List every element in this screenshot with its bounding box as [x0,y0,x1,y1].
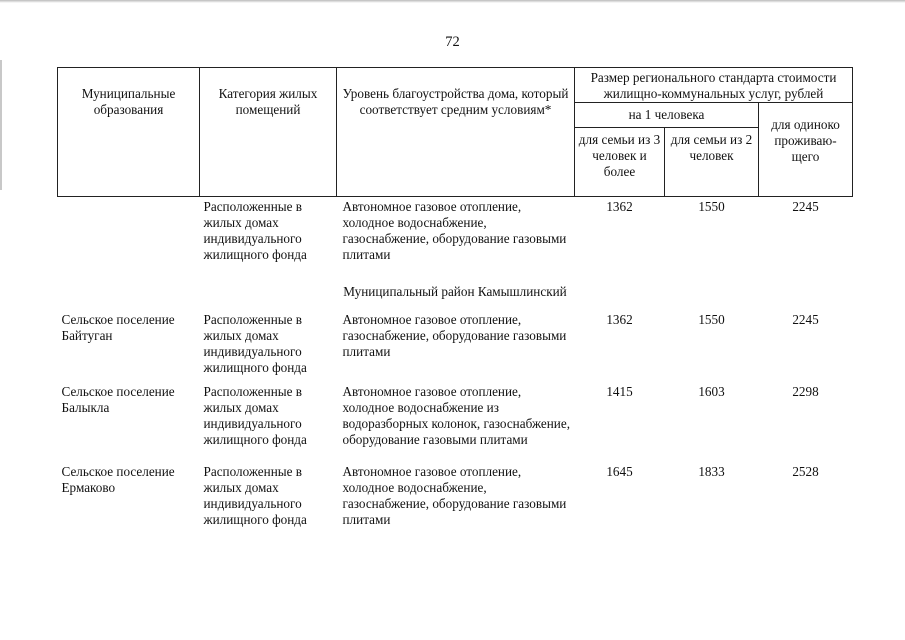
header-municipal: Муниципальные образования [58,68,200,197]
cell-category: Расположенные в жилых домах индивидуального жилищного фонда [203,312,307,375]
section-row [58,279,853,310]
cell-family-2: 1550 [698,312,725,327]
header-standard-size: Размер регионального стандарта стоимости жилищно-коммунальных услуг, рублей [575,68,853,103]
cell-category: Расположенные в жилых домах индивидуального жилищного фонда [203,199,307,262]
cell-single: 2298 [792,384,819,399]
cell-family-2: 1550 [698,199,725,214]
header-family-2: для семьи из 2 человек [665,128,759,197]
cell-level: Автономное газовое отопление, газоснабжение, оборудование газовыми плитами [342,312,567,359]
header-level: Уровень благоустройства дома, который соответствует средним условиям* [337,68,575,197]
cell-single: 2528 [792,464,819,479]
cell-family-3: 1415 [606,384,633,399]
cell-level: Автономное газовое отопление, холодное водоснабжение, газоснабжение, оборудование газовыми плитами [342,464,567,527]
table-row [58,382,853,462]
cell-level: Автономное газовое отопление, холодное водоснабжение, газоснабжение, оборудование газовыми плитами [342,199,567,262]
scan-edge-top [0,0,905,3]
cell-municipality-empty [58,197,200,280]
table-row-continuation [58,197,853,280]
section-title: Муниципальный район Камышлинский [343,284,567,299]
table-row [58,462,853,528]
cell-family-2: 1603 [698,384,725,399]
header-category: Категория жилых помещений [200,68,337,197]
cell-municipality: Сельское поселение Байтуган [61,312,175,343]
cell-single: 2245 [792,312,819,327]
cell-family-3: 1362 [606,199,633,214]
header-single: для одиноко проживаю-щего [759,103,853,197]
cell-family-3: 1645 [606,464,633,479]
cell-single: 2245 [792,199,819,214]
cell-family-3: 1362 [606,312,633,327]
page-number: 72 [445,34,460,50]
cell-category: Расположенные в жилых домах индивидуального жилищного фонда [203,384,307,447]
tariff-table [57,67,853,528]
cell-level: Автономное газовое отопление, холодное водоснабжение из водоразборных колонок, газоснабжение, оборудование газовыми плитами [342,384,571,447]
scan-edge-left [0,60,2,190]
header-family-3: для семьи из 3 человек и более [575,128,665,197]
cell-municipality: Сельское поселение Ермаково [61,464,175,495]
header-per-person: на 1 человека [575,103,759,128]
cell-category: Расположенные в жилых домах индивидуального жилищного фонда [203,464,307,527]
cell-municipality: Сельское поселение Балыкла [61,384,175,415]
cell-family-2: 1833 [698,464,725,479]
table-row [58,310,853,382]
